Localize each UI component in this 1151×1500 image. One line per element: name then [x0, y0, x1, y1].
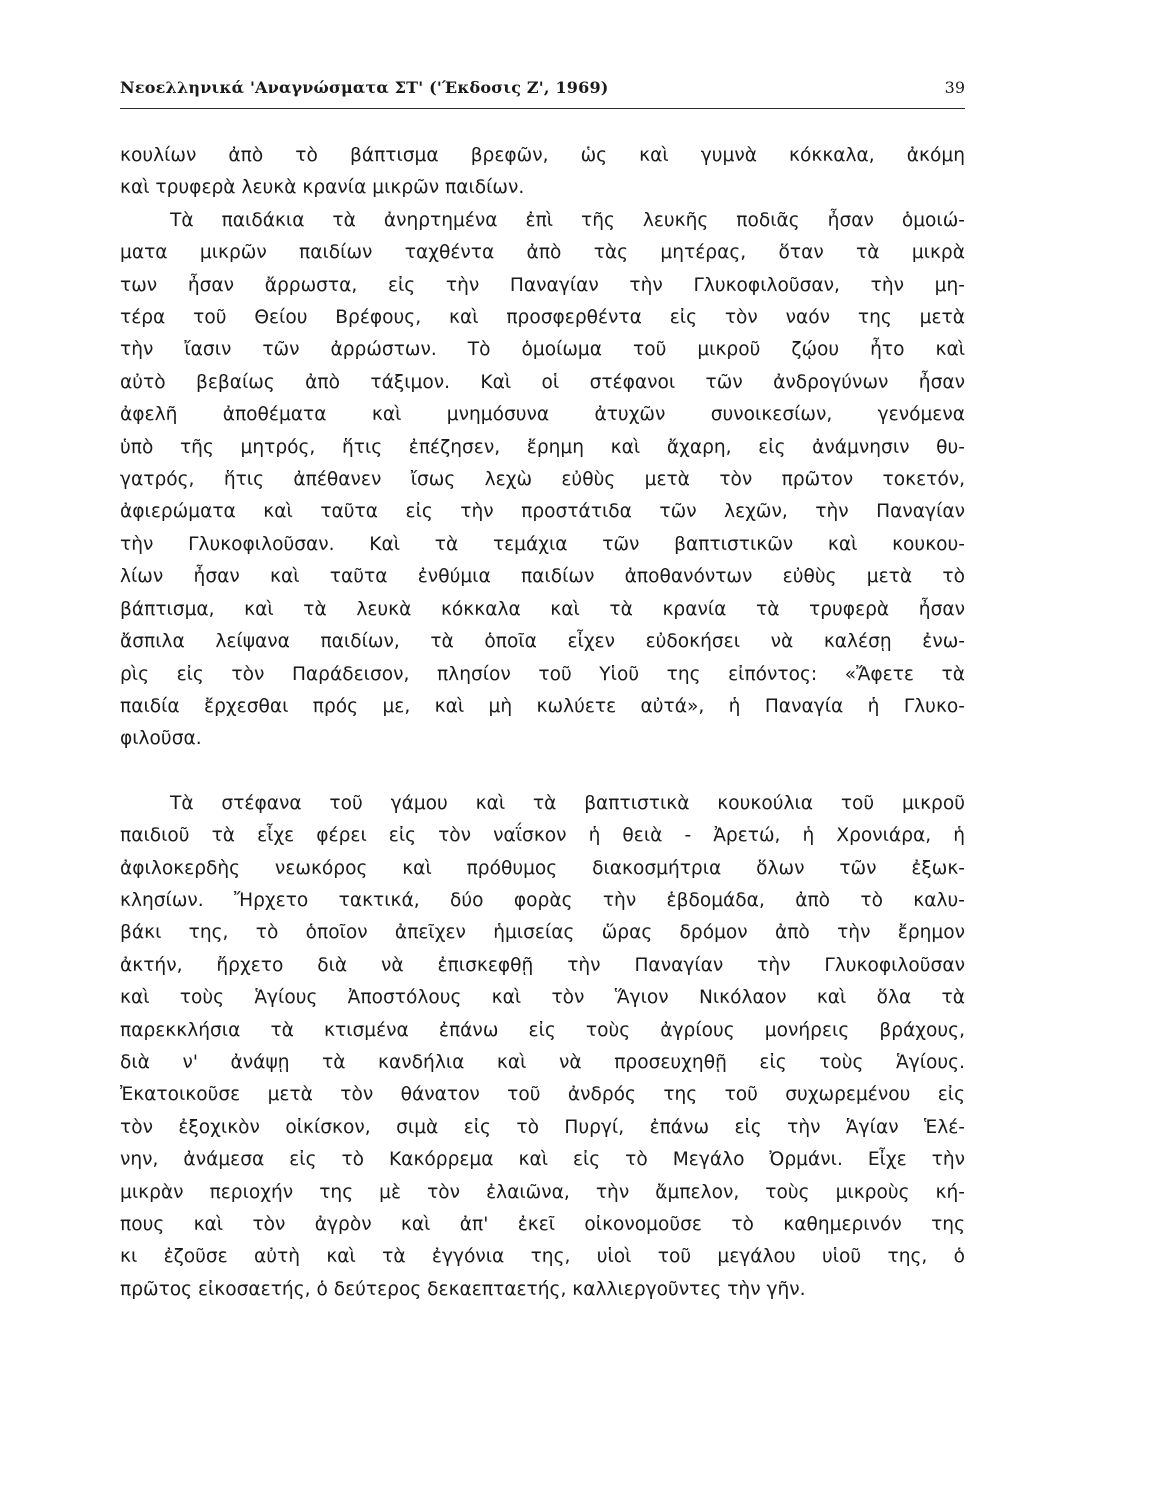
text-line: καὶ τρυφερὰ λευκὰ κρανία μικρῶν παιδίων. [120, 177, 525, 199]
running-title: Νεοελληνικά 'Αναγνώσματα ΣΤ' ('Έκδοσις Ζ', 1969) [120, 78, 609, 97]
text-line: παιδιοῦ τὰ εἶχε φέρει εἰς τὸν ναΐσκον ἡ θειὰ - Ἀρετώ, ἡ Χρονιάρα, ἡ [120, 825, 965, 847]
body-text [120, 140, 965, 1306]
text-line: πρῶτος εἰκοσαετής, ὁ δεύτερος δεκαεπταετής, καλλιεργοῦντες τὴν γῆν. [120, 1278, 806, 1300]
text-line: ἀφιλοκερδὴς νεωκόρος καὶ πρόθυμος διακοσμήτρια ὅλων τῶν ἐξωκ- [120, 857, 965, 879]
text-line: μικρὰν περιοχήν της μὲ τὸν ἐλαιῶνα, τὴν ἄμπελον, τοὺς μικροὺς κή- [120, 1181, 965, 1203]
text-line: παιδία ἔρχεσθαι πρός με, καὶ μὴ κωλύετε αὐτά», ἡ Παναγία ἡ Γλυκο- [120, 695, 965, 717]
text-line: κουλίων ἀπὸ τὸ βάπτισμα βρεφῶν, ὡς καὶ γυμνὰ κόκκαλα, ἀκόμη [120, 145, 965, 166]
text-line: ἀφελῆ ἀποθέματα καὶ μνημόσυνα ἀτυχῶν συνοικεσίων, γενόμενα [120, 404, 965, 426]
text-line: τὸν ἐξοχικὸν οἰκίσκον, σιμὰ εἰς τὸ Πυργί, ἐπάνω εἰς τὴν Ἁγίαν Ἑλέ- [120, 1116, 965, 1138]
text-line: κι ἐζοῦσε αὐτὴ καὶ τὰ ἐγγόνια της, υἱοὶ τοῦ μεγάλου υἱοῦ της, ὁ [120, 1246, 965, 1268]
text-line: τὴν Γλυκοφιλοῦσαν. Καὶ τὰ τεμάχια τῶν βαπτιστικῶν καὶ κουκου- [120, 533, 965, 555]
text-line: τὴν ἴασιν τῶν ἀρρώστων. Τὸ ὁμοίωμα τοῦ μικροῦ ζῴου ἦτο καὶ [120, 339, 965, 361]
paragraph-1 [120, 140, 965, 205]
text-line: Τὰ παιδάκια τὰ ἀνηρτημένα ἐπὶ τῆς λευκῆς ποδιᾶς ἦσαν ὁμοιώ- [170, 209, 965, 231]
text-line: ὑπὸ τῆς μητρός, ἥτις ἐπέζησεν, ἔρημη καὶ ἄχαρη, εἰς ἀνάμνησιν θυ- [120, 436, 965, 458]
text-line: των ἦσαν ἄρρωστα, εἰς τὴν Παναγίαν τὴν Γλυκοφιλοῦσαν, τὴν μη- [120, 274, 965, 296]
book-page [120, 68, 965, 1478]
text-line: λίων ἦσαν καὶ ταῦτα ἐνθύμια παιδίων ἀποθανόντων εὐθὺς μετὰ τὸ [120, 566, 965, 588]
text-line: πους καὶ τὸν ἀγρὸν καὶ ἀπ' ἐκεῖ οἰκονομοῦσε τὸ καθημερινόν της [120, 1214, 965, 1235]
text-line: καὶ τοὺς Ἁγίους Ἀποστόλους καὶ τὸν Ἅγιον Νικόλαον καὶ ὅλα τὰ [120, 987, 965, 1009]
text-line: βάκι της, τὸ ὁποῖον ἀπεῖχεν ἡμισείας ὥρας δρόμον ἀπὸ τὴν ἔρημον [120, 922, 965, 944]
paragraph-3 [120, 788, 965, 1307]
text-line: ἄσπιλα λείψανα παιδίων, τὰ ὁποῖα εἶχεν εὐδοκήσει νὰ καλέσῃ ἐνω- [120, 631, 965, 653]
text-line: κλησίων. Ἤρχετο τακτικά, δύο φορὰς τὴν ἑβδομάδα, ἀπὸ τὸ καλυ- [120, 889, 965, 911]
text-line: γατρός, ἥτις ἀπέθανεν ἴσως λεχὼ εὐθὺς μετὰ τὸν πρῶτον τοκετόν, [120, 469, 965, 491]
text-line: βάπτισμα, καὶ τὰ λευκὰ κόκκαλα καὶ τὰ κρανία τὰ τρυφερὰ ἦσαν [120, 598, 965, 620]
text-line: τέρα τοῦ Θείου Βρέφους, καὶ προσφερθέντα εἰς τὸν ναόν της μετὰ [120, 307, 965, 329]
paragraph-spacer [120, 756, 965, 788]
text-line: αὐτὸ βεβαίως ἀπὸ τάξιμον. Καὶ οἱ στέφανοι τῶν ἀνδρογύνων ἦσαν [120, 371, 965, 393]
text-line: ἀφιερώματα καὶ ταῦτα εἰς τὴν προστάτιδα τῶν λεχῶν, τὴν Παναγίαν [120, 501, 965, 523]
text-line: φιλοῦσα. [120, 728, 202, 750]
header-rule [120, 108, 965, 109]
page-number: 39 [944, 78, 965, 97]
text-line: νην, ἀνάμεσα εἰς τὸ Κακόρρεμα καὶ εἰς τὸ Μεγάλο Ὀρμάνι. Εἶχε τὴν [120, 1149, 965, 1171]
text-line: Τὰ στέφανα τοῦ γάμου καὶ τὰ βαπτιστικὰ κουκούλια τοῦ μικροῦ [170, 792, 965, 814]
page-header [120, 68, 965, 114]
text-line: ἀκτήν, ἤρχετο διὰ νὰ ἐπισκεφθῇ τὴν Παναγίαν τὴν Γλυκοφιλοῦσαν [120, 954, 965, 976]
text-line: ρὶς εἰς τὸν Παράδεισον, πλησίον τοῦ Υἱοῦ της εἰπόντος: «Ἄφετε τὰ [120, 663, 965, 685]
text-line: διὰ ν' ἀνάψῃ τὰ κανδήλια καὶ νὰ προσευχηθῇ εἰς τοὺς Ἁγίους. [120, 1051, 965, 1073]
text-line: ματα μικρῶν παιδίων ταχθέντα ἀπὸ τὰς μητέρας, ὅταν τὰ μικρὰ [120, 242, 965, 264]
text-line: παρεκκλήσια τὰ κτισμένα ἐπάνω εἰς τοὺς ἀγρίους μονήρεις βράχους, [120, 1019, 965, 1041]
paragraph-2 [120, 205, 965, 756]
text-line: Ἐκατοικοῦσε μετὰ τὸν θάνατον τοῦ ἀνδρός της τοῦ συχωρεμένου εἰς [120, 1084, 965, 1106]
